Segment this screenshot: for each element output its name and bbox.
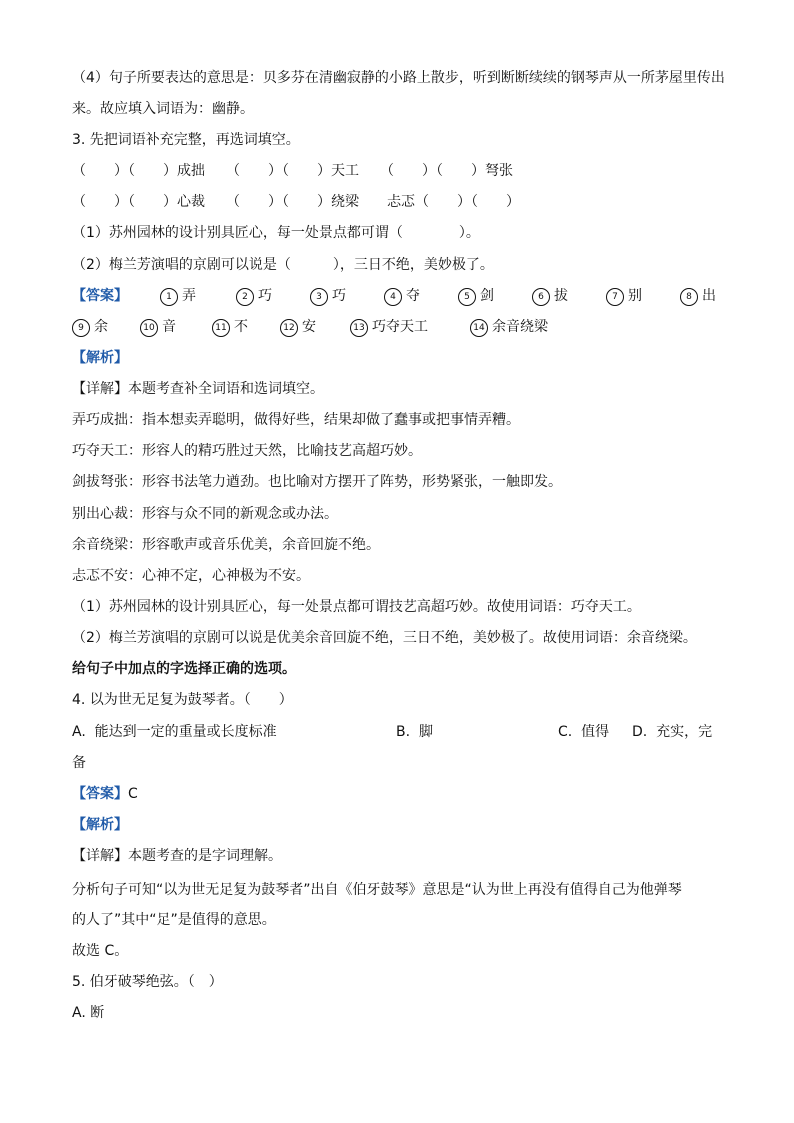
option-a: A. 能达到一定的重量或长度标准 (72, 724, 277, 740)
answer-item: 6 拔 (532, 286, 568, 306)
idiom-definition: 剑拔弩张：形容书法笔力遒劲。也比喻对方摆开了阵势，形势紧张，一触即发。 (72, 474, 562, 490)
explanation-line: 的人了”其中“足”是值得的意思。 (72, 912, 276, 928)
answer-tag: 【答案】 (72, 288, 128, 304)
answer-item: 3 巧 (310, 286, 346, 306)
option-d-continued: 备 (72, 755, 86, 771)
answer-explanation: （1）苏州园林的设计别具匠心，每一处景点都可谓技艺高超巧妙。故使用词语：巧夺天工。 (72, 599, 641, 615)
idiom-definition: 弄巧成拙：指本想卖弄聪明，做得好些，结果却做了蠢事或把事情弄糟。 (72, 412, 520, 428)
answer-item: 7 别 (606, 286, 642, 306)
answer-item: 5 剑 (458, 286, 494, 306)
answer-item: 2 巧 (236, 286, 272, 306)
idiom-definition: 忐忑不安：心神不定，心神极为不安。 (72, 568, 310, 584)
idiom-definition: 别出心裁：形容与众不同的新观念或办法。 (72, 506, 338, 522)
analysis-tag: 【解析】 (72, 817, 128, 833)
answer-item: 4 夺 (384, 286, 420, 306)
idiom-blanks-row-2: （ ）（ ）心裁 （ ）（ ）绕梁 忐忑（ ）（ ） (72, 194, 520, 210)
answer-explanation: （2）梅兰芳演唱的京剧可以说是优美余音回旋不绝，三日不绝，美妙极了。故使用词语：余音绕梁。 (72, 630, 697, 646)
idiom-definition: 巧夺天工：形容人的精巧胜过天然，比喻技艺高超巧妙。 (72, 443, 422, 459)
section-heading: 给句子中加点的字选择正确的选项。 (72, 661, 296, 677)
conclusion-line: 故选 C。 (72, 943, 129, 959)
option-a: A. 断 (72, 1005, 105, 1021)
answer-item: 11 不 (212, 317, 248, 337)
answer-item: 13 巧夺天工 (350, 317, 428, 337)
answer-item: 9 余 (72, 317, 108, 337)
explanation-line: 来。故应填入词语为：幽静。 (72, 101, 254, 117)
answer-item: 12 安 (280, 317, 316, 337)
detail-line: 【详解】本题考查的是字词理解。 (72, 848, 282, 864)
option-b: B. 脚 (396, 724, 433, 740)
fill-sentence-1: （1）苏州园林的设计别具匠心，每一处景点都可谓（ ）。 (72, 225, 480, 241)
question-4: 4. 以为世无足复为鼓琴者。（ ） (72, 692, 293, 708)
explanation-line: （4）句子所要表达的意思是：贝多芬在清幽寂静的小路上散步，听到断断续续的钢琴声从一所茅屋里传出 (72, 70, 725, 86)
option-d: D. 充实，完 (632, 724, 713, 740)
answer-item: 1 弄 (160, 286, 196, 306)
answer-item: 14 余音绕梁 (470, 317, 548, 337)
answer-line (72, 784, 138, 804)
detail-line: 【详解】本题考查补全词语和选词填空。 (72, 381, 324, 397)
question-3-title: 3. 先把词语补充完整，再选词填空。 (72, 132, 300, 148)
fill-sentence-2: （2）梅兰芳演唱的京剧可以说是（ ），三日不绝，美妙极了。 (72, 257, 494, 273)
option-c: C. 值得 (558, 724, 610, 740)
question-5: 5. 伯牙破琴绝弦。（ ） (72, 974, 223, 990)
explanation-line: 分析句子可知“以为世无足复为鼓琴者”出自《伯牙鼓琴》意思是“认为世上再没有值得自己为他弹琴 (72, 882, 682, 898)
analysis-tag: 【解析】 (72, 350, 128, 366)
idiom-definition: 余音绕梁：形容歌声或音乐优美，余音回旋不绝。 (72, 537, 380, 553)
idiom-blanks-row-1: （ ）（ ）成拙 （ ）（ ）天工 （ ）（ ）弩张 (72, 163, 513, 179)
answer-item: 8 出 (680, 286, 716, 306)
answer-tag: 【答案】 (72, 786, 128, 802)
answer-value: C (128, 786, 138, 802)
answer-item: 10 音 (140, 317, 176, 337)
